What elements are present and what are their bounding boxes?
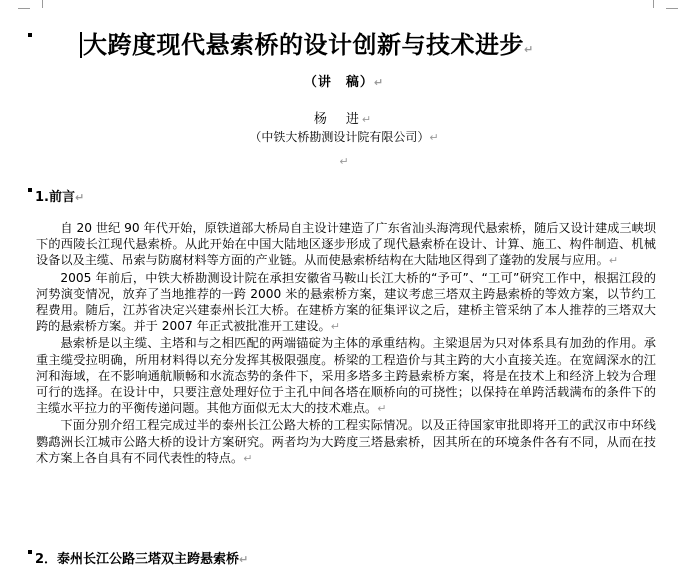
paragraph-mark-icon: ↵: [373, 76, 385, 89]
affiliation-text: （中铁大桥勘测设计院有限公司）: [249, 130, 430, 144]
paragraph-text: 自 20 世纪 90 年代开始，原铁道部大桥局自主设计建造了广东省汕头海湾现代悬索桥，随后又设计建成三峡坝下的西陵长江现代悬索桥。从此开始在中国大陆地区逐步形成了现代悬索桥在设计、计算、施工、构件制造、机械设备以及主缆、吊索与防腐材料等方面的产业链。从而使悬索桥结构在大陆地区得到了蓬勃的发展与应用。: [36, 221, 656, 268]
paragraph-mark-icon: ↵: [243, 451, 253, 465]
heading-bullet-icon: [28, 550, 32, 554]
paragraph: [36, 335, 656, 417]
paragraph-mark-icon: ↵: [74, 191, 85, 204]
blank-line: [0, 150, 688, 169]
body-text[interactable]: [36, 220, 656, 467]
list-bullet-icon: [28, 33, 32, 37]
title-row: [22, 22, 682, 62]
paragraph-text: 下面分别介绍工程完成过半的泰州长江公路大桥的工程实际情况。以及正待国家审批即将开工的武汉市中环线鹦鹉洲长江城市公路大桥的设计方案研究。两者均为大跨度三塔悬索桥，因其所在的环境条件各有不同，从而在技术方案上各自具有不同代表性的特点。: [36, 418, 656, 465]
section-heading-2: [28, 548, 248, 567]
paragraph-mark-icon: ↵: [524, 43, 534, 56]
text-cursor: [80, 32, 82, 58]
crop-mark-top-right: [653, 0, 666, 8]
title-text: 大跨度现代悬索桥的设计创新与技术进步: [83, 31, 524, 59]
crop-mark-top-left: [30, 0, 43, 8]
author-text: 杨 进: [313, 112, 362, 127]
paragraph-mark-icon: ↵: [361, 113, 375, 126]
crop-mark-top-right-h: [666, 8, 678, 9]
subtitle: [0, 71, 688, 90]
heading-bullet-icon: [28, 188, 32, 192]
paragraph-mark-icon: ↵: [239, 553, 249, 566]
section-heading-text: 2．泰州长江公路三塔双主跨悬索桥: [35, 552, 240, 567]
paragraph-mark-icon: ↵: [330, 320, 340, 334]
paragraph-mark-icon: ↵: [429, 131, 439, 144]
paragraph: [36, 270, 656, 336]
paragraph: [36, 417, 656, 467]
paragraph: [36, 220, 656, 270]
paragraph-mark-icon: ↵: [608, 254, 619, 268]
author: [0, 108, 688, 127]
crop-mark-top-left-h: [18, 8, 30, 9]
subtitle-text: （讲 稿）: [303, 75, 374, 90]
paragraph-mark-icon: ↵: [339, 155, 349, 168]
paragraph-mark-icon: ↵: [377, 402, 387, 416]
paragraph-text: 悬索桥是以主缆、主塔和与之相匹配的两端锚碇为主体的承重结构。主梁退居为只对体系具有加劲的作用。承重主缆受拉明确，所用材料得以充分发挥其极限强度。桥梁的工程造价与其主跨的大小直接关连。在宽阔深水的江河和海域，在不影响通航顺畅和水流态势的条件下，采用多塔多主跨悬索桥方案，将是在技术上和经济上较为合理可行的选择。在设计中，只要注意处理好位于主孔中间各塔在顺桥向的可挠性；以保持在单跨活载满布的条件下的主缆水平拉力的平衡传递问题。其他方面似无太大的技术难点。: [36, 336, 656, 416]
affiliation: [0, 128, 688, 145]
section-heading-1: [28, 186, 84, 205]
document-title[interactable]: [80, 25, 534, 60]
section-heading-text: 1.前言: [35, 190, 75, 205]
paragraph-text: 2005 年前后，中铁大桥勘测设计院在承担安徽省马鞍山长江大桥的“予可”、“工可”研究工作中，根据江段的河势演变情况，放弃了当地推荐的一跨 2000 米的悬索桥方案，建议考虑三塔双主跨悬索桥的等效方案，以节约工程费用。随后，江苏省决定兴建泰州长江大桥。在建桥方案的征集评议之后，建桥主管采纳了本人推荐的三塔双大跨的悬索桥方案。并于 2007 年正式被批准开工建设。: [36, 270, 656, 334]
